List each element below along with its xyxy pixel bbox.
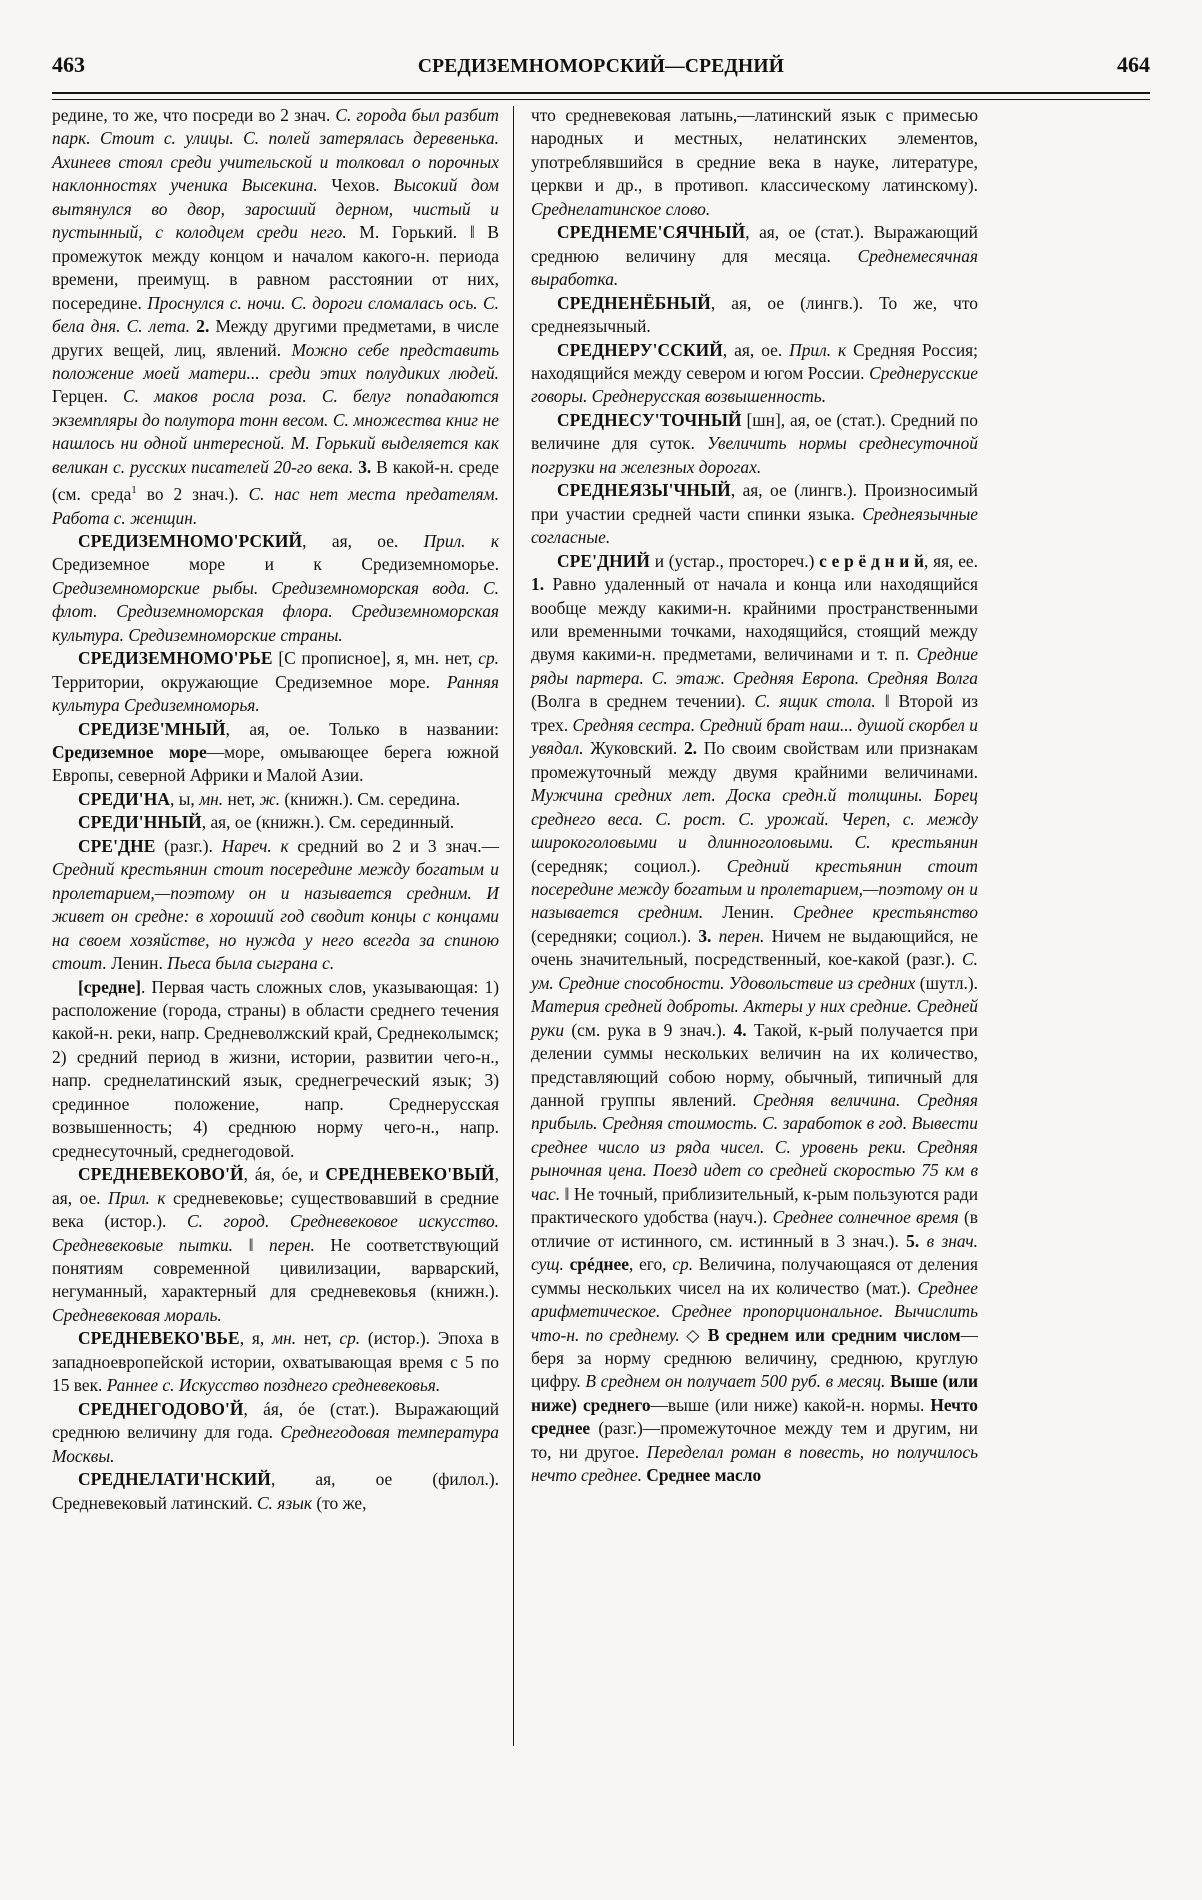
bold-label: Средиземное море (52, 742, 207, 763)
text-run: Средняя Россия; находящийся между севером и югом России. (531, 339, 978, 383)
italic-example: Средние ряды партера. С. этаж. Средняя Европа. Средняя Волга (531, 644, 978, 688)
running-head: СРЕДИЗЕМНОМОРСКИЙ—СРЕДНИЙ (417, 56, 785, 77)
italic-example: перен. (718, 925, 772, 946)
text-run: , яя, ее. (924, 550, 978, 571)
bold-label: 2. (683, 738, 697, 759)
italic-example: Средиземноморские рыбы. Средиземноморская вода. С. флот. Средиземноморская флора. Средиземноморская культура. Средиземноморские страны. (52, 577, 499, 645)
folio-right: 464 (1117, 52, 1150, 77)
text-run: (шутл.). (919, 972, 978, 993)
headword: СРЕДНЕЯЗЫ'ЧНЫЙ (557, 480, 731, 501)
italic-example: Проснулся с. ночи. С. дороги сломалась ось. С. бела дня. С. лета. (52, 292, 499, 337)
text-run: По своим свойствам или признакам промежуточный между двумя крайними величинами. (531, 738, 978, 782)
italic-example: Высокий дом вытянулся во двор, заросший дерном, чистый и пустынный, с колодцем среди него. (52, 175, 499, 243)
headword: СРЕДНЕРУ'ССКИЙ (557, 339, 723, 360)
folio-left: 463 (52, 52, 85, 77)
bold-label: Нечто среднее (531, 1394, 979, 1439)
text-run: (истор.). Эпоха в западноевропейской истории, охватывающая время с 5 по 15 век. (52, 1328, 500, 1396)
text-run: , ая, ое. (52, 1164, 499, 1208)
bold-label: с е р ё д н и й (819, 550, 925, 571)
entry-sredniy (531, 550, 978, 1488)
italic-example: в знач. сущ. (531, 1230, 978, 1275)
text-run: нет, (303, 1328, 340, 1349)
text-run: , ая, ое. Только в названии: (225, 718, 499, 739)
text-run: , ая, ое (лингв.). То же, что среднеязычный. (531, 292, 978, 337)
entry-srednemesyachnyy (531, 221, 978, 291)
bold-label: [средне] (78, 976, 141, 997)
italic-example: С. ящик стола. (754, 691, 885, 712)
entry-sredne-prefix (52, 976, 499, 1164)
italic-example: С. город. Средневековое искусство. Средневековые пытки. (52, 1211, 500, 1255)
italic-example: Средний крестьянин стоит посередине между богатым и пролетарием,—поэтому он и называется средним. (531, 855, 978, 923)
text-run: нет, (227, 788, 260, 809)
headword: СРЕДНЕСУ'ТОЧНЫЙ (557, 409, 742, 430)
text-run: , я, (239, 1328, 272, 1349)
headword: СРЕДНЕМЕ'СЯЧНЫЙ (557, 222, 746, 243)
italic-example: ср. (672, 1254, 699, 1275)
text-run: (в отличие от истинного, см. истинный в 3 знач.). (531, 1207, 978, 1251)
bold-label: 2. (196, 316, 210, 337)
entry-srednelatinskiy (52, 1468, 499, 1515)
headword: СРЕ'ДНЕ (78, 835, 156, 856)
text-run: Чехов. (331, 175, 394, 196)
italic-example: С. города был разбит парк. Стоит с. улицы. С. полей затерялась деревенька. Ахинеев стоял среди учительской и толковал о порочных наклонностях ученика Высекина. (52, 105, 499, 196)
text-run: , его, (628, 1254, 673, 1275)
italic-example: С. ум. Средние способности. Удовольствие из средних (531, 949, 978, 993)
headword: СРЕДИЗЕМНОМО'РЬЕ (78, 648, 273, 669)
italic-example: С. язык (256, 1492, 317, 1513)
text-run: , ая, ое (филол.). Средневековый латинский. (52, 1469, 499, 1513)
text-run: (середняк; социол.). (531, 855, 727, 876)
italic-example: Прил. к (108, 1187, 173, 1208)
entry-srednegodovoy (52, 1398, 499, 1468)
text-run: Герцен. (52, 386, 124, 407)
italic-example: С. нас нет места предателям. Работа с. женщин. (52, 484, 499, 528)
text-run: ǁ (248, 1234, 270, 1255)
text-run: , ая, ое (книжн.). См. (201, 812, 361, 833)
bold-label: Выше (или ниже) среднего (531, 1371, 979, 1415)
text-run: Ничем не выдающийся, не очень значительный, посредственный, кое-какой (разг.). (531, 925, 978, 970)
text-run: во 2 знач.). (136, 484, 249, 505)
entry-srednerusskiy (531, 339, 978, 409)
italic-example: ср. (478, 648, 499, 669)
italic-example: Мужчина средних лет. Доска средн.й толщины. Борец среднего веса. С. рост. С. урожай. Череп, с. между широкоголовыми и длинноголовыми. С. крестьянин (531, 785, 978, 853)
text-run: , áя, óе (стат.). Выражающий среднюю величину для года. (52, 1398, 499, 1443)
italic-example: Увеличить нормы среднесуточной погрузки на железных дорогах. (531, 433, 978, 477)
text-run (919, 1231, 926, 1251)
text-run: и (устар., простореч.) (649, 550, 820, 571)
italic-example: Среднерусские говоры. Среднерусская возвышенность. (531, 362, 978, 407)
headword: СРЕ'ДНИЙ (557, 550, 650, 571)
italic-example: С. маков росла роза. С. белуг попадаются экземпляры до полутора тонн весом. С. множества книг не нашлось ни одной интересной. М. Горький выделяется как великан с. русских писателей 20-го века. (52, 386, 499, 477)
text-run: середина. (388, 788, 461, 809)
text-run: , ая, ое. (302, 530, 424, 551)
italic-example: Переделал роман в повесть, но получилось нечто среднее. (531, 1441, 978, 1486)
text-run: (книжн.). См. (284, 788, 389, 809)
text-run: серединный. (360, 812, 455, 833)
text-run: —море, омывающее берега южной Европы, северной Африки и Малой Азии. (52, 742, 499, 786)
headword: СРЕДИЗЕ'МНЫЙ (78, 718, 226, 739)
text-run: (Волга в среднем течении). (531, 691, 755, 712)
entry-sredizemnomorskiy (52, 530, 499, 647)
headword: СРЕДНЕЛАТИ'НСКИЙ (78, 1469, 271, 1490)
text-run: (середняки; социол.). (531, 925, 699, 946)
bold-label: 3. (358, 456, 372, 477)
text-run: —выше (или ниже) какой-н. нормы. (650, 1394, 931, 1415)
headword: СРЕДНЕВЕКО'ВЬЕ (78, 1328, 240, 1349)
italic-example: Среднемесячная выработка. (531, 245, 978, 290)
text-run: М. Горький. ǁ В промежуток между концом и началом какого-н. периода времени, преимущ. в равном расстоянии от них, посередине. (52, 222, 499, 313)
italic-example: Прил. к (423, 530, 499, 551)
entry-srednevekovye (52, 1327, 499, 1397)
text-run: Величина, получающаяся от деления суммы нескольких чисел на их количество (мат.). (531, 1254, 978, 1298)
text-run: , ая, ое (лингв.). Произносимый при участии средней части спинки языка. (531, 480, 978, 524)
italic-example: Средний крестьянин стоит посередине между богатым и пролетарием,—поэтому он и называется средним. И живет он средне: в хороший год сводит концы с концами на своем хозяйстве, но нужда у него всегда за спиною стоит. (52, 859, 499, 974)
text-run: Ленин. (111, 953, 168, 974)
entry-srednevekovoy (52, 1163, 499, 1327)
entry-srednenebnyy (531, 292, 978, 339)
entry-sredina (52, 788, 499, 811)
italic-example: Среднее арифметическое. Среднее пропорциональное. Вычислить что-н. по среднему. (531, 1277, 978, 1345)
superscript-marker: 1 (131, 484, 137, 497)
text-run: Средиземное море и к Средиземноморье. (52, 554, 499, 575)
bold-label: Среднее масло (646, 1465, 762, 1486)
bold-label: срéднее (569, 1254, 629, 1275)
headword: СРЕДИ'ННЫЙ (78, 812, 202, 833)
headword: СРЕДНЕНЁБНЫЙ (557, 292, 711, 313)
column-left (52, 104, 513, 1746)
header-rule (52, 92, 1150, 100)
italic-example: Среднеязычные согласные. (531, 503, 978, 548)
italic-example: Среднее крестьянство (792, 902, 979, 923)
column-right (514, 104, 978, 1746)
italic-example: Нареч. к (221, 835, 298, 856)
headword: СРЕДНЕГОДОВО'Й (78, 1398, 244, 1419)
text-run: , áя, óе, и (243, 1164, 326, 1185)
headword: СРЕДИ'НА (78, 788, 170, 809)
italic-example: Средневековая мораль. (52, 1304, 222, 1325)
italic-example: мн. (199, 788, 228, 809)
text-run: Территории, окружающие Средиземное море. (52, 671, 447, 692)
text-run: Ленин. (722, 902, 793, 923)
text-run: средневековье; существовавший в средние века (истор.). (52, 1187, 499, 1232)
text-run: (разг.)—промежуточное между тем и другим, ни то, ни другое. (531, 1418, 978, 1462)
entry-sredizemnomorye (52, 647, 499, 717)
entry-sredinnyy (52, 811, 499, 834)
text-run: (разг.). (155, 835, 222, 856)
italic-example: В среднем он получает 500 руб. в месяц. (585, 1371, 891, 1392)
bold-label: 4. (733, 1019, 747, 1040)
bold-label: 3. (698, 925, 712, 946)
continuation-sredi (52, 104, 499, 530)
text-run: (то же, (316, 1492, 367, 1513)
text-run: Такой, к-рый получается при делении суммы нескольких величин на их количество, представляющий собою норму, обычный, типичный для данной группы явлений. (531, 1019, 978, 1111)
italic-example: Средняя сестра. Средний брат наш... душой скорбел и увядал. (531, 714, 978, 759)
text-run: ǁ Не точный, приблизительный, к-рым пользуются ради практического удобства (науч.). (531, 1183, 979, 1228)
italic-example: Раннее с. Искусство позднего средневековья. (106, 1375, 441, 1396)
bold-label: 1. (531, 574, 545, 595)
text-run: Равно удаленный от начала и конца или находящийся вообще между какими-н. крайними пространственными или временными точками, находящийся, стоящий между двумя какими-н. предметами, величинами и т. п. (531, 574, 978, 665)
italic-example: Прил. к (789, 339, 854, 360)
italic-example: ср. (339, 1328, 368, 1349)
entry-srednesutochnyy (531, 409, 978, 479)
entry-sredneyazychnyy (531, 479, 978, 549)
italic-example: Материя средней доброты. Актеры у них средние. Средней руки (531, 996, 978, 1040)
text-run: Между другими предметами, в числе других вещей, лиц, явлений. (52, 316, 499, 360)
text-run: , ы, (170, 788, 200, 809)
text-run: —беря за норму среднюю величину, среднюю, круглую цифру. (531, 1324, 979, 1392)
italic-example: Среднее солнечное время (772, 1207, 964, 1228)
text-run: Жуковский. (590, 738, 684, 759)
italic-example: Пьеса была сыграна с. (167, 953, 335, 974)
italic-example: Среднегодовая температура Москвы. (52, 1422, 500, 1466)
bold-label: 5. (906, 1230, 920, 1251)
italic-example: Ранняя культура Средиземноморья. (52, 671, 499, 716)
italic-example: перен. (269, 1234, 331, 1255)
page-header (52, 52, 1150, 86)
text-run: (см. (571, 1019, 608, 1040)
italic-example: мн. (272, 1328, 304, 1349)
continuation-srednelatinskiy (531, 104, 978, 221)
bold-label: В среднем или средним числом (707, 1324, 961, 1345)
headword: СРЕДНЕВЕКОВО'Й (78, 1164, 244, 1185)
text-run: рука (607, 1019, 649, 1040)
text-run: что средневековая латынь,—латинский язык с примесью народных и местных, нелатинских элементов, употреблявшийся в средние века в науке, литературе, церкви и др., в противоп. классическому латинскому). (531, 105, 978, 196)
text-run: редине, то же, что посреди во 2 знач. (52, 105, 336, 125)
text-run: . Первая часть сложных слов, указывающая: 1) расположение (города, страны) в области среднего течения какой-н. реки, напр. Средневолжский край, Среднеколымск; 2) средний период в жизни, истории, развитии чего-н., напр. среднелатинский язык, среднегреческий язык; 3) срединное положение, напр. Среднерусская возвышенность; 4) среднюю норму чего-н., напр. среднесуточный, среднегодовой. (52, 976, 499, 1161)
italic-example: ж. (259, 788, 285, 809)
italic-example: Средняя величина. Средняя прибыль. Средняя стоимость. С. заработок в год. Вывести среднее число из ряда чисел. С. уровень реки. Средняя рыночная цена. Поезд идет со средней скоростью 75 км в час. (531, 1090, 978, 1204)
text-run: в 9 знач.). (648, 1019, 734, 1040)
entry-sredne-adv (52, 835, 499, 976)
italic-example: Можно себе представить положение моей матери... среди этих полудиких людей. (52, 339, 499, 383)
text-run: , ая, ое. (722, 339, 790, 360)
text-run: ǁ Второй из трех. (531, 691, 978, 735)
text-run: Не соответствующий понятиям современной цивилизации, варварский, негуманный, характерный для средневековья (книжн.). (52, 1234, 499, 1302)
text-run: [С прописное], я, мн. нет, (272, 648, 479, 669)
text-run: [шн], ая, ое (стат.). Средний по величине для суток. (531, 409, 978, 454)
text-run: В какой-н. среде (см. среда (52, 456, 499, 505)
headword: СРЕДИЗЕМНОМО'РСКИЙ (78, 530, 303, 551)
italic-example: Среднелатинское слово. (531, 198, 711, 219)
entry-sredizemnyy (52, 718, 499, 788)
diamond-icon: ◇ (686, 1324, 708, 1345)
text-run: , ая, ое (стат.). Выражающий среднюю величину для месяца. (531, 222, 978, 266)
text-run: средний во 2 и 3 знач.— (297, 835, 499, 856)
headword: СРЕДНЕВЕКО'ВЫЙ (325, 1164, 495, 1185)
page-body (52, 104, 1156, 1746)
text-run (711, 926, 718, 946)
